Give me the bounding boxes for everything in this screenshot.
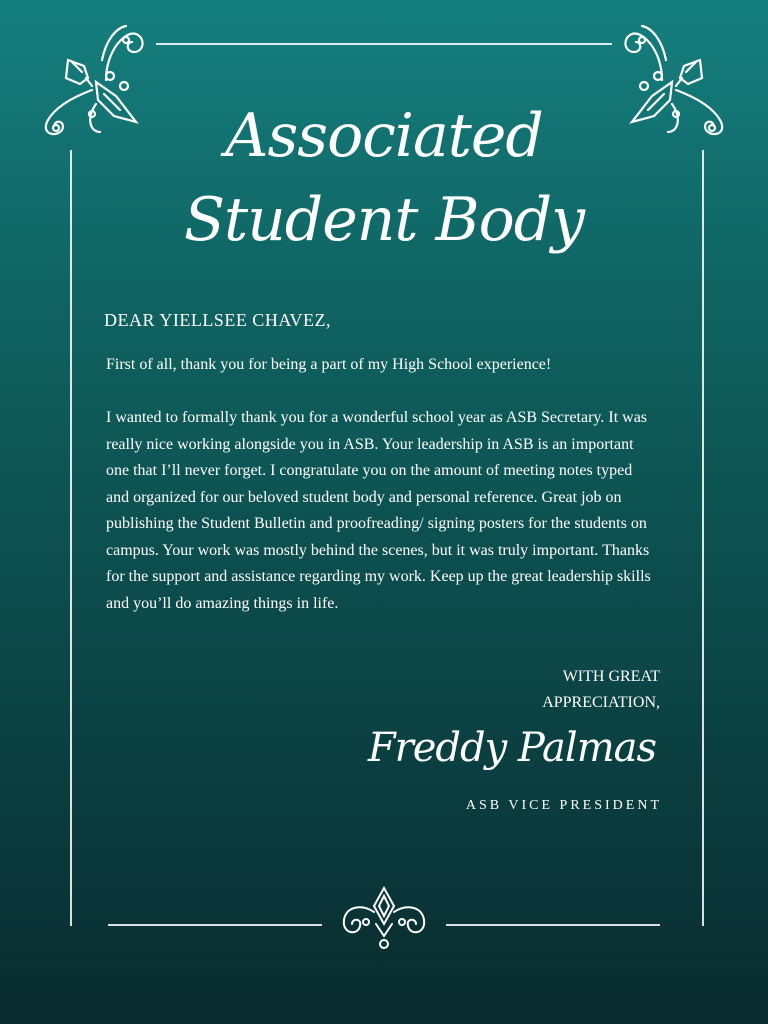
body-paragraph: First of all, thank you for being a part of my High School experience! [106,356,552,373]
signature: Freddy Palmas [367,725,656,771]
salutation: DEAR YIELLSEE CHAVEZ, [104,310,331,330]
fleur-ornament-icon [336,884,432,952]
frame-bottom-line-right [446,924,660,926]
letter-title: Associated Student Body [183,101,585,255]
body-paragraph: I wanted to formally thank you for a wonderful school year as ASB Secretary. It was really nice working alongside you in ASB. Your leadership in ASB is an important one that I’ll never forget. I congratulate you on the amount of meeting notes typed and organized for our beloved student body and personal reference. Great job on publishing the Student Bulletin and proofreading/ signing posters for the students on campus. Your work was mostly behind the scenes, but it was truly important. Thanks for the support and assistance regarding my work. Keep up the great leadership skills and you’ll do amazing things in life. [106,409,651,612]
frame-left-line [70,150,72,926]
frame-top-line [156,43,612,45]
frame-right-line [702,150,704,926]
letter-body [106,352,658,617]
signer-role: ASB VICE PRESIDENT [465,798,662,813]
frame-bottom-line-left [108,924,322,926]
closing: WITH GREAT APPRECIATION, [542,668,660,711]
